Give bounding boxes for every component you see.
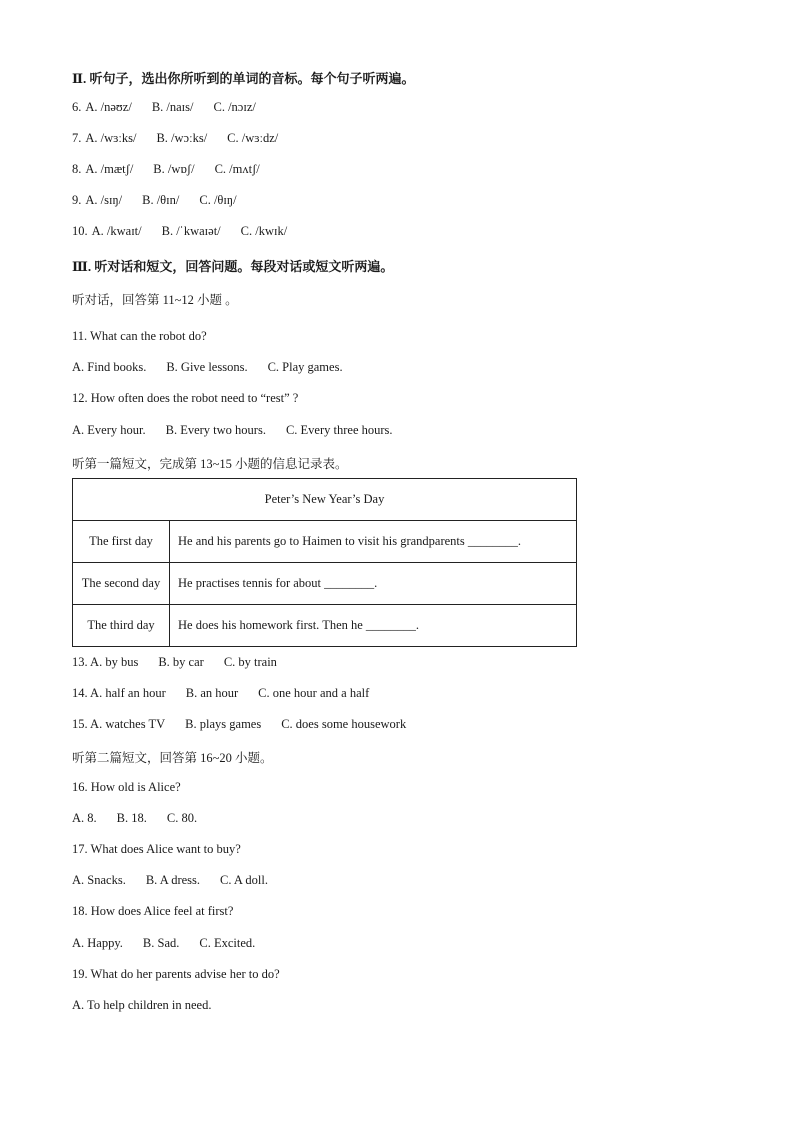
option-c: C. /kwɪk/	[240, 224, 288, 238]
question-12-options	[72, 423, 393, 438]
option-c: C. /wɜːdz/	[227, 131, 279, 145]
option-c: C. /θɪŋ/	[199, 193, 237, 207]
table-title-row	[73, 479, 577, 521]
question-6	[72, 100, 256, 115]
option-a: A. Snacks.	[72, 873, 126, 887]
table-info-cell: He practises tennis for about ________.	[170, 563, 577, 605]
option-c: C. 80.	[166, 811, 198, 825]
option-c: C. /nɔɪz/	[213, 100, 256, 114]
question-11-text: 11. What can the robot do?	[72, 329, 207, 343]
option-a: A. Find books.	[72, 360, 147, 374]
question-17-options	[72, 873, 268, 888]
table-day-cell: The first day	[73, 521, 170, 563]
question-16-options	[72, 811, 197, 826]
option-b: B. Sad.	[142, 936, 180, 950]
question-17-text: 17. What does Alice want to buy?	[72, 842, 241, 856]
option-b: B. an hour	[185, 686, 239, 700]
option-a: A. /mætʃ/	[85, 162, 134, 176]
section-2-heading: Ⅱ. 听句子，选出你所听到的单词的音标。每个句子听两遍。	[72, 71, 415, 86]
option-b: B. /θɪn/	[142, 193, 180, 207]
option-a: 14. A. half an hour	[72, 686, 166, 700]
option-c: C. does some housework	[281, 717, 407, 731]
option-c: C. one hour and a half	[258, 686, 370, 700]
option-c: C. Play games.	[267, 360, 343, 374]
option-b: B. 18.	[116, 811, 147, 825]
question-number: 6.	[72, 100, 82, 114]
question-19-options	[72, 998, 211, 1013]
option-b: B. /wɔːks/	[156, 131, 208, 145]
option-c: C. Excited.	[199, 936, 256, 950]
question-number: 10.	[72, 224, 88, 238]
table-day-cell: The third day	[73, 605, 170, 647]
option-a: 13. A. by bus	[72, 655, 139, 669]
passage-1-intro: 听第一篇短文，完成第 13~15 小题的信息记录表。	[72, 457, 348, 471]
table-info-cell: He and his parents go to Haimen to visit his grandparents ________.	[170, 521, 577, 563]
question-13-options	[72, 655, 277, 670]
table-row	[73, 563, 577, 605]
question-number: 9.	[72, 193, 82, 207]
option-b: B. by car	[158, 655, 204, 669]
option-a: A. /wɜːks/	[85, 131, 137, 145]
table-day-cell: The second day	[73, 563, 170, 605]
question-10	[72, 224, 287, 239]
question-12-text: 12. How often does the robot need to “rest” ?	[72, 391, 299, 405]
question-9	[72, 193, 237, 208]
question-11-options	[72, 360, 343, 375]
question-number: 7.	[72, 131, 82, 145]
section-3-heading: Ⅲ. 听对话和短文，回答问题。每段对话或短文听两遍。	[72, 259, 394, 274]
passage-2-intro: 听第二篇短文，回答第 16~20 小题。	[72, 751, 273, 765]
option-a: A. To help children in need.	[72, 998, 212, 1012]
option-a: A. /nəʊz/	[85, 100, 132, 114]
option-b: B. A dress.	[145, 873, 201, 887]
question-7	[72, 131, 278, 146]
option-b: B. Every two hours.	[165, 423, 266, 437]
option-a: A. Every hour.	[72, 423, 146, 437]
option-b: B. /ˈkwaɪət/	[161, 224, 221, 238]
question-19-text: 19. What do her parents advise her to do?	[72, 967, 280, 981]
option-a: A. 8.	[72, 811, 97, 825]
option-a: A. Happy.	[72, 936, 123, 950]
question-18-options	[72, 936, 255, 951]
option-a: A. /kwaɪt/	[91, 224, 142, 238]
table-row	[73, 605, 577, 647]
option-b: B. plays games	[185, 717, 262, 731]
question-14-options	[72, 686, 369, 701]
question-8	[72, 162, 260, 177]
option-c: C. /mʌtʃ/	[214, 162, 260, 176]
option-a: 15. A. watches TV	[72, 717, 166, 731]
option-c: C. Every three hours.	[285, 423, 393, 437]
option-c: C. by train	[223, 655, 277, 669]
question-16-text: 16. How old is Alice?	[72, 780, 181, 794]
option-c: C. A doll.	[220, 873, 268, 887]
option-b: B. /naɪs/	[151, 100, 194, 114]
option-b: B. /wɒʃ/	[153, 162, 195, 176]
table-row	[73, 521, 577, 563]
question-15-options	[72, 717, 406, 732]
option-b: B. Give lessons.	[166, 360, 248, 374]
table-info-cell: He does his homework first. Then he ________.	[170, 605, 577, 647]
info-record-table	[72, 478, 577, 647]
question-number: 8.	[72, 162, 82, 176]
question-18-text: 18. How does Alice feel at first?	[72, 904, 234, 918]
dialogue-intro: 听对话，回答第 11~12 小题 。	[72, 293, 238, 307]
option-a: A. /sɪŋ/	[85, 193, 123, 207]
table-title: Peter’s New Year’s Day	[73, 479, 577, 521]
